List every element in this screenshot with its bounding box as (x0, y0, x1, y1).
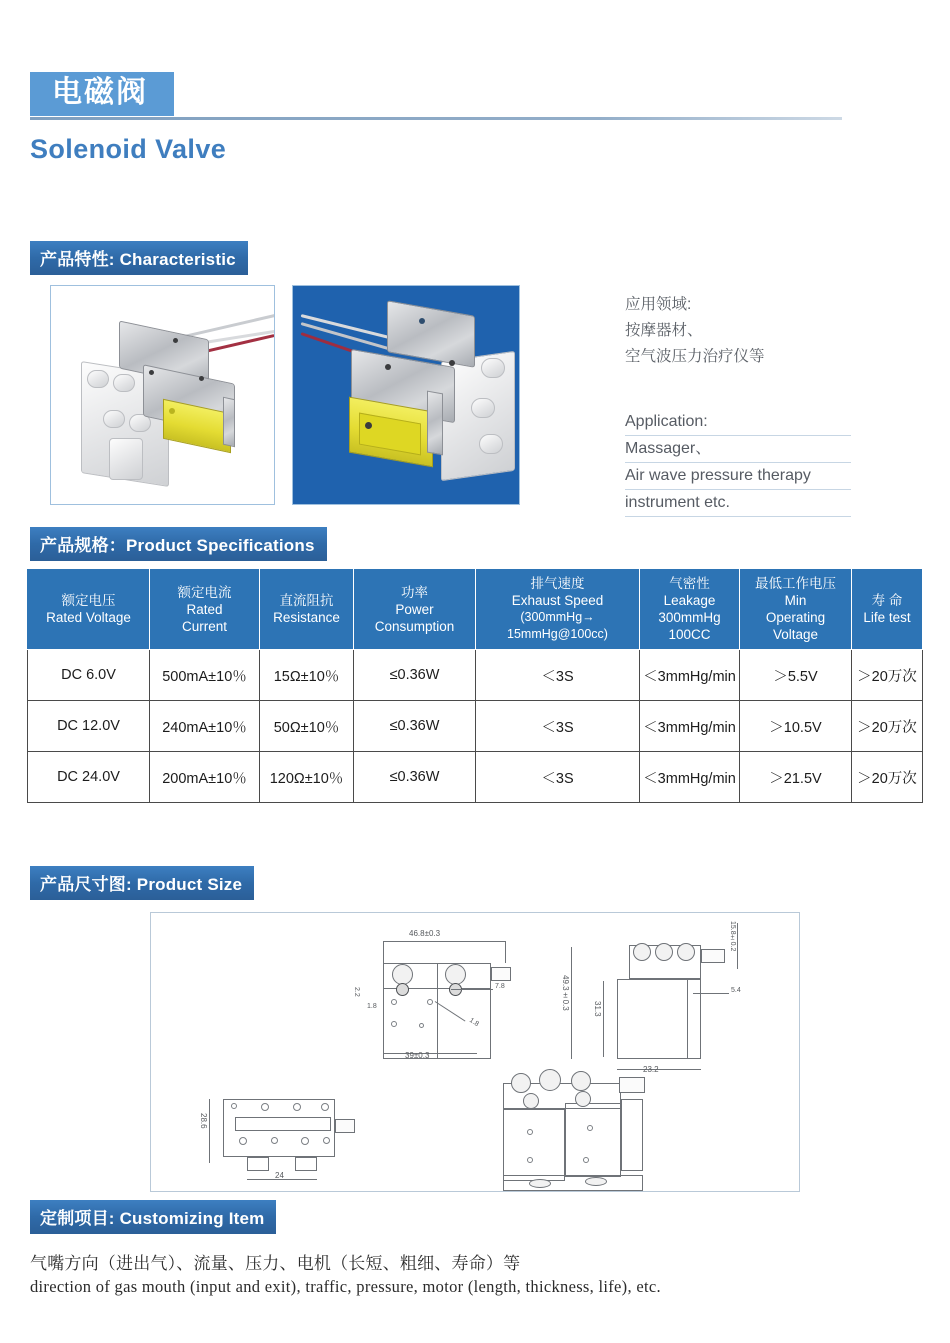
application-en-line-1: Massager、 (625, 436, 851, 463)
valve-illustration-white (51, 286, 274, 504)
cell-current-r1: 500mA±10％ (150, 650, 260, 701)
col-power-cn: 功率 (401, 584, 428, 600)
top-hole-2 (261, 1103, 269, 1111)
top-view-inner-rail (235, 1117, 331, 1131)
col-rated-voltage-en: Rated Voltage (46, 610, 131, 625)
dim-label-front-left: 2.2 (353, 987, 360, 997)
col-power-en-2: Consumption (374, 618, 455, 634)
front-port-3 (396, 983, 409, 996)
cell-exhaust-r2: ＜3S (476, 701, 640, 752)
iso-hole-4 (583, 1157, 589, 1163)
application-en-block (625, 409, 851, 517)
cell-current-r3: 200mA±10％ (150, 752, 260, 803)
col-minvolt-en-2: Operating (765, 610, 826, 625)
iso-base-slot-2 (585, 1177, 607, 1186)
spec-table (27, 568, 923, 803)
front-port-2-outer (445, 964, 466, 985)
dim-line-side-width (617, 1069, 701, 1070)
col-rated-current-en-1: Rated (186, 601, 223, 617)
col-rated-current-en-2: Current (181, 618, 227, 634)
dim-label-side-inner: 31.3 (593, 1001, 602, 1017)
cell-resistance-r2: 50Ω±10％ (260, 701, 354, 752)
col-power-consumption (354, 569, 476, 650)
col-leakage (640, 569, 740, 650)
dim-label-front-bottom: 39±0.3 (405, 1051, 430, 1060)
product-size-drawing-panel (150, 912, 800, 1192)
cell-exhaust-r1: ＜3S (476, 650, 640, 701)
cell-resistance-r3: 120Ω±10％ (260, 752, 354, 803)
valve-illustration-blue (293, 286, 519, 504)
valve-port-2 (113, 374, 135, 392)
cell-minvolt-r1: ＞5.5V (740, 650, 852, 701)
valve-port-1 (87, 370, 109, 388)
side-view-nozzle (701, 949, 725, 963)
front-hole-3 (427, 999, 433, 1005)
top-hole-6 (271, 1137, 278, 1144)
col-leakage-en-2: 300mmHg (658, 610, 721, 625)
iso-hole-2 (527, 1157, 533, 1163)
col-exhaust-en-1: Exhaust Speed (511, 593, 604, 608)
top-hole-8 (323, 1137, 330, 1144)
valve-port-3 (103, 410, 125, 428)
front-view-nozzle-right (491, 967, 511, 981)
cell-life-r3: ＞20万次 (852, 752, 923, 803)
cell-power-r2: ≤0.36W (354, 701, 476, 752)
bracket-rivet-1 (173, 338, 178, 343)
top-hole-3 (293, 1103, 301, 1111)
col-life-en: Life test (863, 610, 911, 625)
iso-hole-1 (527, 1129, 533, 1135)
col-minvolt-cn: 最低工作电压 (755, 576, 836, 591)
col-leakage-cn: 气密性 (669, 576, 710, 591)
col-rated-voltage (28, 569, 150, 650)
col-rated-voltage-cn: 额定电压 (61, 593, 116, 608)
dim-label-side-height: 49.3±0.3 (561, 975, 570, 1011)
cell-minvolt-r2: ＞10.5V (740, 701, 852, 752)
dim-label-front-a: 7.8 (495, 983, 505, 990)
bracket-rivet-2 (149, 370, 154, 375)
dim-label-side-top: 15.8±0.2 (729, 921, 736, 952)
iso-port-4 (523, 1093, 539, 1109)
coil-end-plate (223, 397, 235, 448)
customizing-text-en: direction of gas mouth (input and exit), traffic, pressure, motor (length, thickness, life), etc. (30, 1277, 661, 1296)
cell-life-r2: ＞20万次 (852, 701, 923, 752)
col-leakage-en-3: 100CC (668, 627, 711, 642)
top-view-nozzle (335, 1119, 355, 1133)
col-exhaust-speed (476, 569, 640, 650)
iso-port-1 (511, 1073, 531, 1093)
side-cap-circle-2 (655, 943, 673, 961)
cell-voltage-r3: DC 24.0V (28, 752, 150, 803)
bracket-rivet-3 (199, 376, 204, 381)
iso-nozzle (619, 1077, 645, 1093)
dim-label-side-width: 23.2 (643, 1065, 659, 1074)
top-foot-1 (247, 1157, 269, 1171)
col-leakage-en-1: Leakage (663, 593, 716, 608)
col-min-operating-voltage (740, 569, 852, 650)
leader-front-a (451, 989, 493, 990)
coil-front-frame (427, 391, 443, 456)
section-header-product-size: 产品尺寸图: Product Size (30, 866, 254, 900)
title-divider (30, 117, 842, 120)
cell-leakage-r3: ＜3mmHg/min (640, 752, 740, 803)
cell-current-r2: 240mA±10％ (150, 701, 260, 752)
application-en-line-3: instrument etc. (625, 490, 851, 517)
col-life-cn: 寿 命 (871, 593, 903, 608)
page-title-en: Solenoid Valve (30, 133, 227, 164)
col-resistance-cn: 直流阻抗 (279, 593, 334, 608)
iso-port-2 (539, 1069, 561, 1091)
cell-leakage-r2: ＜3mmHg/min (640, 701, 740, 752)
col-minvolt-en-1: Min (784, 593, 807, 608)
cell-leakage-r1: ＜3mmHg/min (640, 650, 740, 701)
valve-port-7 (479, 434, 503, 454)
application-cn-heading: 应用领域: (625, 296, 692, 313)
product-photo-2 (292, 285, 520, 505)
cell-life-r1: ＞20万次 (852, 650, 923, 701)
iso-body-left (503, 1109, 565, 1181)
top-hole-7 (301, 1137, 309, 1145)
cell-power-r1: ≤0.36W (354, 650, 476, 701)
page-header (30, 72, 920, 165)
front-hole-2 (391, 1021, 397, 1027)
valve-foot (109, 438, 143, 480)
col-rated-current-cn: 额定电流 (177, 584, 232, 600)
iso-base (503, 1175, 643, 1191)
leader-side-small (693, 993, 729, 994)
col-exhaust-en-2: (300mmHg→ (520, 610, 595, 624)
front-hole-4 (419, 1023, 424, 1028)
coil-dot-2 (365, 422, 372, 429)
section-header-customizing: 定制项目: Customizing Item (30, 1200, 276, 1234)
side-view-body (617, 979, 701, 1059)
side-inner-line (687, 979, 688, 1059)
col-rated-current (150, 569, 260, 650)
plate-rivet-2 (449, 360, 455, 366)
iso-hole-3 (587, 1125, 593, 1131)
col-resistance-en: Resistance (273, 610, 340, 625)
plate-rivet-1 (419, 318, 425, 324)
iso-port-3 (571, 1071, 591, 1091)
table-row (28, 752, 923, 803)
dim-ext-front-left (383, 941, 384, 963)
cell-minvolt-r3: ＞21.5V (740, 752, 852, 803)
cell-power-r3: ≤0.36W (354, 752, 476, 803)
dim-label-top-width: 24 (275, 1171, 284, 1180)
dim-line-front-bottom (383, 1053, 477, 1054)
section-header-characteristic: 产品特性: Characteristic (30, 241, 248, 275)
cell-voltage-r2: DC 12.0V (28, 701, 150, 752)
dim-line-side-height (571, 947, 572, 1059)
top-foot-2 (295, 1157, 317, 1171)
top-hole-1 (231, 1103, 237, 1109)
dim-label-front-c: 1.8 (367, 1003, 377, 1010)
dim-label-front-b: 1.8 (467, 1016, 480, 1029)
iso-port-5 (575, 1091, 591, 1107)
front-hole-1 (391, 999, 397, 1005)
section-header-specifications: 产品规格：Product Specifications (30, 527, 327, 561)
col-resistance (260, 569, 354, 650)
application-cn-line-1: 按摩器材、 (625, 322, 703, 339)
iso-base-slot-1 (529, 1179, 551, 1188)
dim-line-side-top (737, 923, 738, 969)
plate-rivet-3 (385, 364, 391, 370)
dim-ext-front-right (505, 941, 506, 963)
dim-label-front-width: 46.8±0.3 (409, 929, 441, 938)
dim-label-side-small: 5.4 (731, 987, 741, 994)
side-cap-circle-3 (677, 943, 695, 961)
product-photo-1 (50, 285, 275, 505)
application-en-heading: Application: (625, 409, 851, 436)
application-block (625, 292, 855, 370)
dim-line-top-height (209, 1099, 210, 1163)
cell-voltage-r1: DC 6.0V (28, 650, 150, 701)
dim-line-side-inner (603, 981, 604, 1057)
valve-port-6 (471, 398, 495, 418)
dim-label-top-height: 28.6 (199, 1113, 208, 1129)
page-title-cn: 电磁阀 (30, 72, 174, 116)
customizing-text-cn: 气嘴方向（进出气）、流量、压力、电机（长短、粗细、寿命）等 (30, 1254, 521, 1273)
iso-body-right (565, 1103, 621, 1177)
top-hole-4 (321, 1103, 329, 1111)
table-row (28, 650, 923, 701)
table-row (28, 701, 923, 752)
front-port-1-outer (392, 964, 413, 985)
col-life-test (852, 569, 923, 650)
side-cap-circle-1 (633, 943, 651, 961)
col-exhaust-cn: 排气速度 (530, 576, 585, 591)
spec-table-header-row (28, 569, 923, 650)
valve-port-5 (481, 358, 505, 378)
cell-exhaust-r3: ＜3S (476, 752, 640, 803)
application-en-line-2: Air wave pressure therapy (625, 463, 851, 490)
top-hole-5 (239, 1137, 247, 1145)
col-minvolt-en-3: Voltage (772, 627, 819, 642)
col-exhaust-en-3: 15mmHg@100cc) (507, 627, 608, 641)
iso-body-side (621, 1099, 643, 1171)
application-cn-line-2: 空气波压力治疗仪等 (625, 348, 765, 365)
dim-line-front-width (383, 941, 505, 942)
col-power-en-1: Power (395, 601, 434, 617)
coil-dot (169, 408, 175, 414)
cell-resistance-r1: 15Ω±10％ (260, 650, 354, 701)
